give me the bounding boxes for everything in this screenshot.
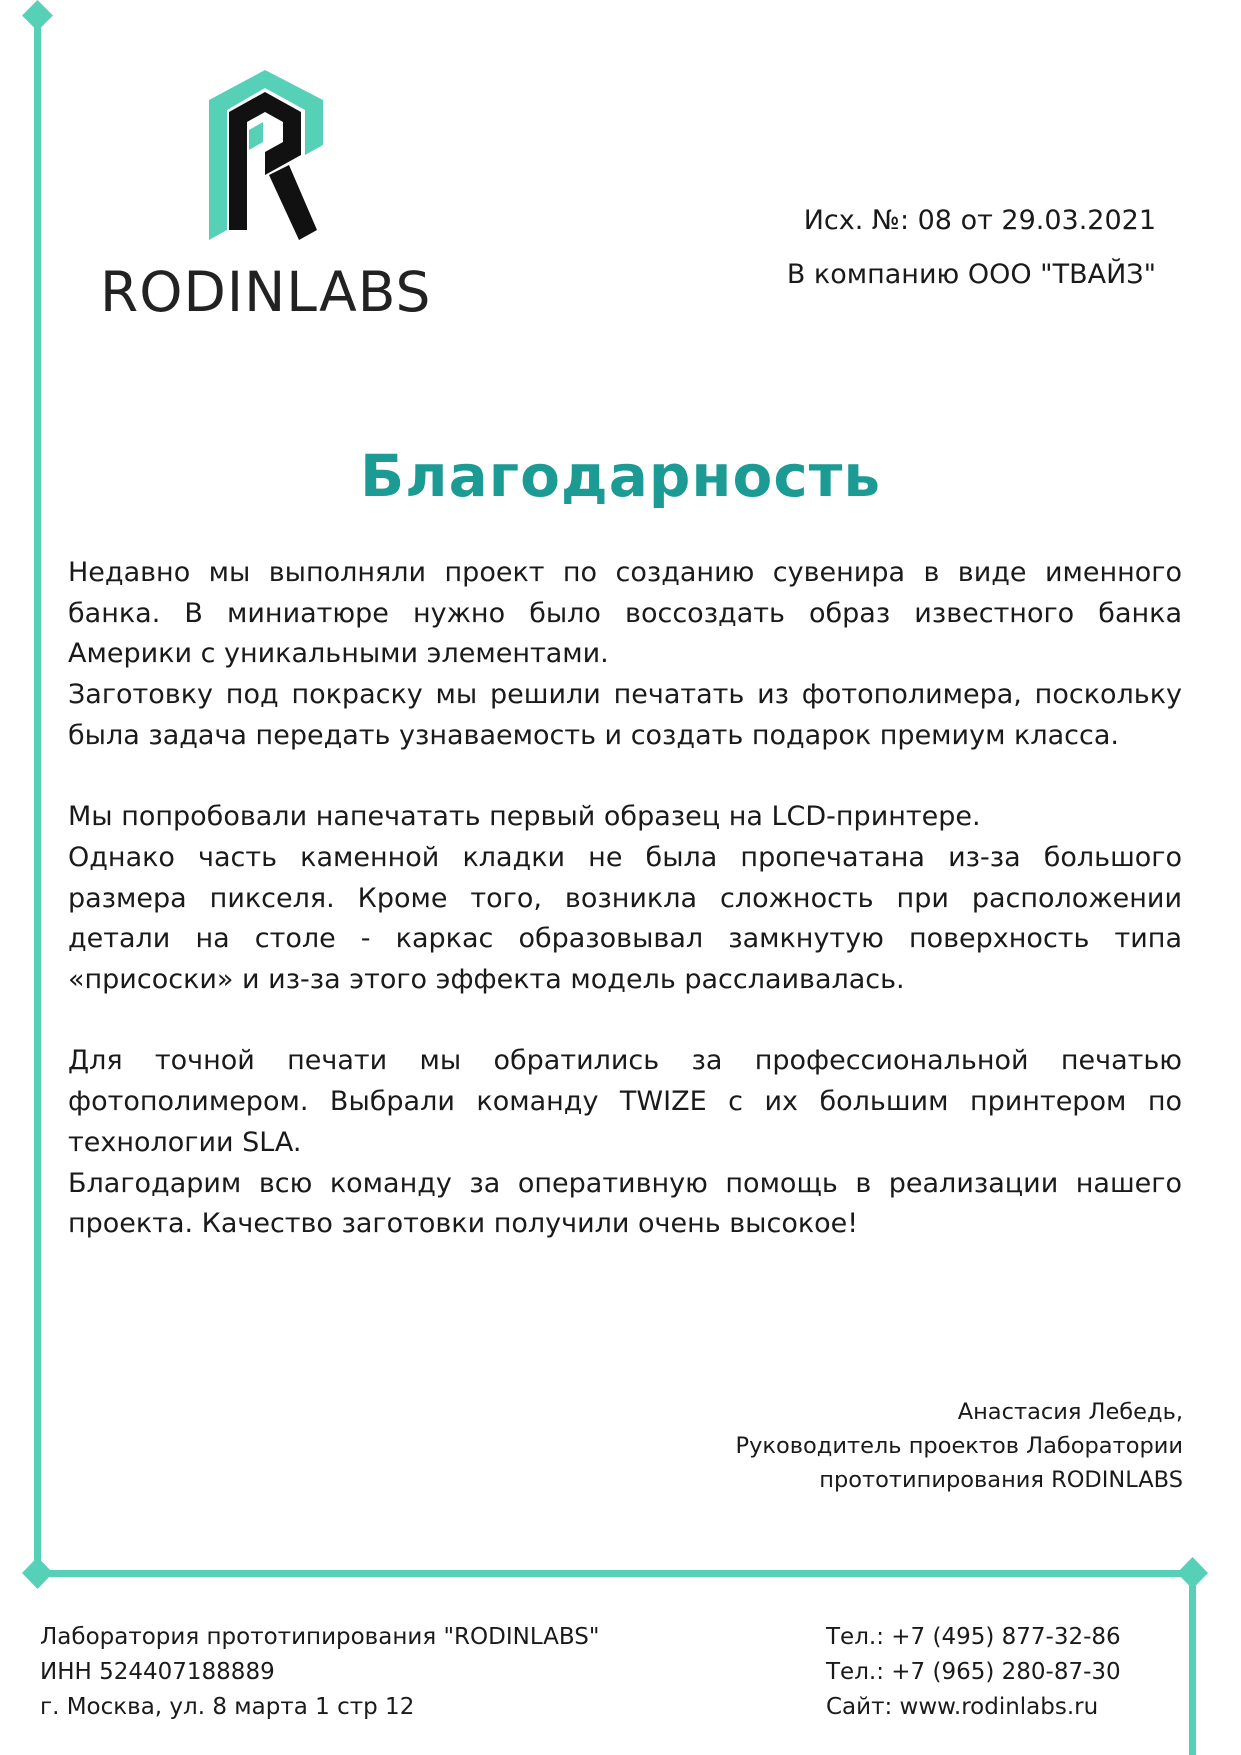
signer-position: Руководитель проектов Лаборатории: [735, 1433, 1183, 1459]
footer-company-info: [40, 1620, 599, 1725]
footer-phone: Тел.: +7 (965) 280-87-30: [826, 1659, 1121, 1685]
signer-position: прототипирования RODINLABS: [819, 1467, 1183, 1493]
paragraph: Мы попробовали напечатать первый образец на LCD-принтере.: [68, 801, 981, 833]
recipient: В компанию ООО "ТВАЙЗ": [786, 259, 1156, 290]
footer-website: Сайт: www.rodinlabs.ru: [826, 1694, 1099, 1720]
reference-block: [787, 194, 1156, 302]
paragraph: Недавно мы выполняли проект по созданию сувенира в виде именного банка. В миниатюре нужно было воссоздать образ известного банка Америки с уникальными элементами.: [68, 557, 1182, 670]
footer-contacts: [826, 1620, 1121, 1725]
company-logo: [100, 70, 440, 330]
footer-address: г. Москва, ул. 8 марта 1 стр 12: [40, 1694, 415, 1720]
signer-name: Анастасия Лебедь,: [957, 1399, 1183, 1425]
footer-org: Лаборатория прототипирования "RODINLABS": [40, 1624, 600, 1650]
paragraph: Заготовку под покраску мы решили печатать из фотополимера, поскольку была задача передать узнаваемость и создать подарок премиум класса.: [68, 679, 1182, 751]
footer-inn: ИНН 524407188889: [40, 1659, 275, 1685]
logo-wordmark: RODINLABS: [100, 260, 432, 324]
paragraph: Благодарим всю команду за оперативную помощь в реализации нашего проекта. Качество заготовки получили очень высокое!: [68, 1167, 1182, 1240]
footer-phone: Тел.: +7 (495) 877-32-86: [826, 1624, 1121, 1650]
signature-block: [736, 1395, 1183, 1497]
outgoing-number: Исх. №: 08 от 29.03.2021: [803, 205, 1156, 236]
logo-mark-icon: [205, 70, 325, 240]
paragraph: Для точной печати мы обратились за профессиональной печатью фотополимером. Выбрали команду TWIZE с их большим принтером по технологии SLA.: [68, 1045, 1182, 1158]
document-title: Благодарность: [359, 442, 882, 510]
paragraph: Однако часть каменной кладки не была пропечатана из-за большого размера пикселя. Кроме того, возникла сложность при расположении детали на столе - каркас образовывал замкнутую поверхность типа «присоски» и из-за этого эффекта модель расслаивалась.: [68, 841, 1182, 996]
letter-body: [68, 553, 1182, 1245]
